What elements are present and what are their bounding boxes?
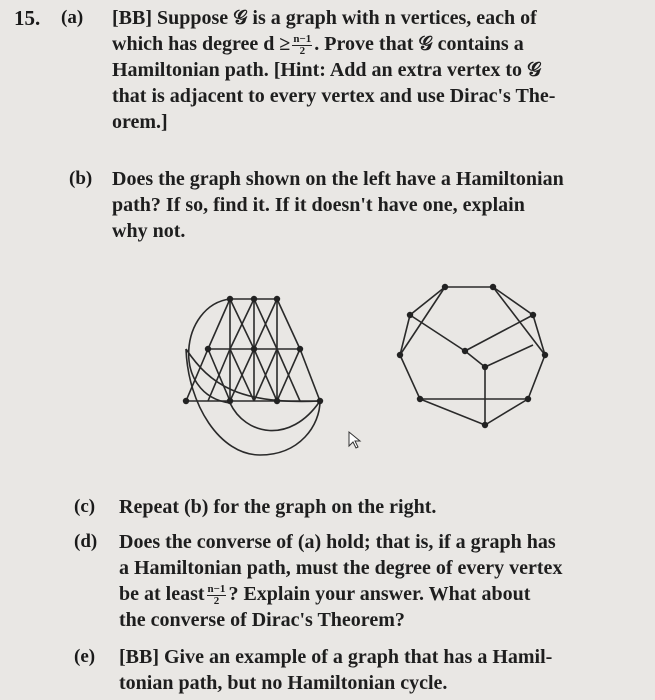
fraction — [292, 34, 312, 57]
problem-number: 15. — [14, 6, 41, 30]
left-graph-vertex — [227, 296, 233, 302]
right-graph-edge — [485, 345, 533, 367]
left-graph-edge — [300, 349, 320, 401]
part-d-label: (d) — [74, 531, 98, 552]
right-graph-edge — [410, 315, 465, 351]
right-graph-vertex — [530, 312, 536, 318]
part-a-line-3: Hamiltonian path. [Hint: Add an extra vertex to 𝒢 — [112, 59, 542, 81]
part-a-text — [112, 5, 555, 135]
fraction-denominator: 2 — [213, 594, 220, 607]
left-graph-vertex — [251, 346, 257, 352]
right-graph-edge — [465, 351, 485, 367]
right-graph-vertex — [397, 352, 403, 358]
right-graph-vertex — [542, 352, 548, 358]
part-e-text — [119, 644, 552, 696]
fraction-numerator: n−1 — [207, 582, 226, 595]
left-graph-vertex — [205, 346, 211, 352]
right-graph-vertex — [482, 422, 488, 428]
right-graph-vertex — [442, 284, 448, 290]
mouse-cursor-icon — [347, 430, 363, 450]
fraction-denominator: 2 — [299, 44, 306, 57]
right-graph-edge — [400, 287, 445, 355]
part-d-line-1: Does the converse of (a) hold; that is, if a graph has — [119, 531, 556, 553]
part-a-label: (a) — [61, 7, 84, 28]
right-graph-edge — [465, 315, 533, 351]
part-d-line-3a: be at least — [119, 583, 205, 605]
part-d-text — [119, 529, 562, 633]
left-graph-vertex — [251, 296, 257, 302]
part-d-line-4: the converse of Dirac's Theorem? — [119, 609, 405, 631]
part-c-text — [119, 494, 436, 520]
left-graph-vertex — [317, 398, 323, 404]
right-graph-vertex — [490, 284, 496, 290]
part-a-line-2a: which has degree d ≥ — [112, 33, 291, 55]
left-graph-vertex — [297, 346, 303, 352]
left-graph-vertex — [274, 296, 280, 302]
right-graph-vertex — [482, 364, 488, 370]
part-e-line-2: tonian path, but no Hamiltonian cycle. — [119, 672, 448, 694]
part-d-line-3 — [119, 581, 562, 607]
part-c-line-1: Repeat (b) for the graph on the right. — [119, 496, 437, 518]
right-graph-vertex — [525, 396, 531, 402]
left-graph-vertex — [274, 398, 280, 404]
part-b-line-2: path? If so, find it. If it doesn't have one, explain — [112, 194, 525, 216]
right-graph-figure — [390, 275, 560, 435]
right-graph-vertex — [462, 348, 468, 354]
part-b-text — [112, 166, 564, 244]
part-b-line-3: why not. — [112, 220, 186, 242]
part-a-line-1: [BB] Suppose 𝒢 is a graph with n vertices, each of — [112, 7, 537, 29]
part-b-label: (b) — [69, 168, 93, 189]
part-a-line-4: that is adjacent to every vertex and use Dirac's The- — [112, 85, 556, 107]
left-graph-edge — [277, 299, 300, 349]
part-d-line-2: a Hamiltonian path, must the degree of every vertex — [119, 557, 563, 579]
part-a-line-2 — [112, 31, 555, 57]
fraction-numerator: n−1 — [293, 32, 312, 45]
part-a-line-5: orem.] — [112, 111, 168, 133]
part-d-line-3b: ? Explain your answer. What about — [228, 583, 531, 605]
part-e-line-1: [BB] Give an example of a graph that has a Hamil- — [119, 646, 553, 668]
right-graph-vertex — [407, 312, 413, 318]
part-c-label: (c) — [74, 496, 96, 517]
left-graph-figure — [170, 285, 340, 465]
right-graph-edge — [493, 287, 545, 355]
right-graph-vertex — [417, 396, 423, 402]
part-e-label: (e) — [74, 646, 96, 667]
part-a-line-2b: . Prove that 𝒢 contains a — [314, 33, 524, 55]
fraction — [207, 584, 227, 607]
part-b-line-1: Does the graph shown on the left have a Hamiltonian — [112, 168, 564, 190]
left-graph-vertex — [227, 398, 233, 404]
left-graph-vertex — [183, 398, 189, 404]
left-graph-edge — [230, 401, 320, 431]
